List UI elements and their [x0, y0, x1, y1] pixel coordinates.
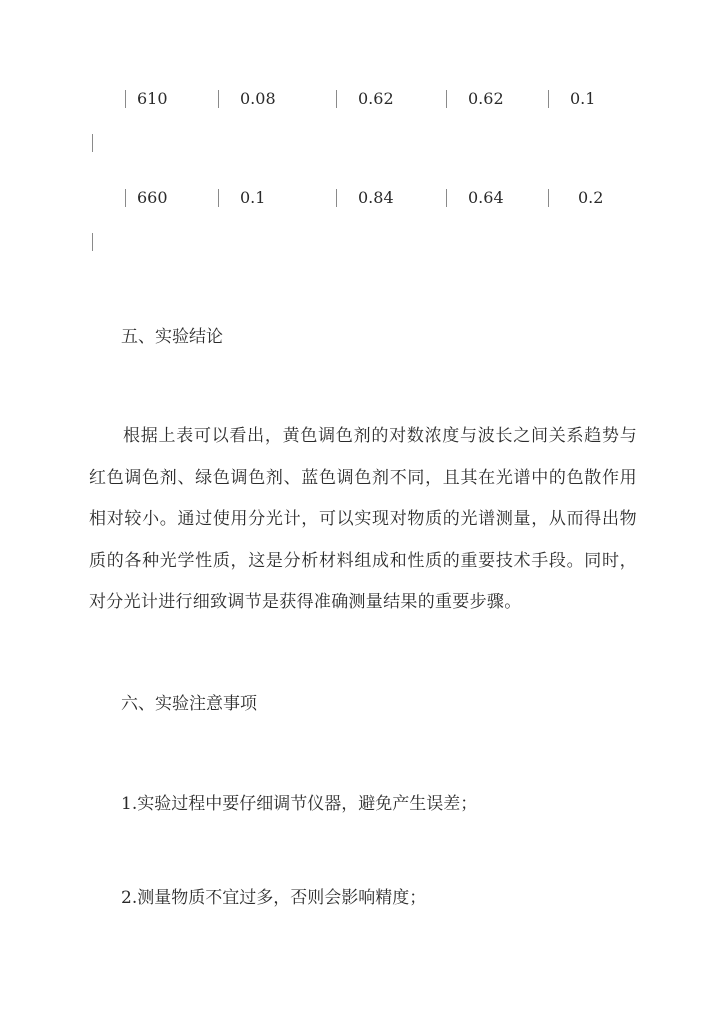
table-cell: 0.62 — [468, 89, 504, 108]
table-row — [0, 87, 720, 111]
table-row-end-separator — [92, 233, 93, 251]
table-cell: 0.1 — [240, 188, 266, 207]
table-row — [0, 186, 720, 210]
table-separator — [125, 189, 126, 207]
section-heading: 五、实验结论 — [121, 327, 223, 347]
conclusion-paragraph: 根据上表可以看出，黄色调色剂的对数浓度与波长之间关系趋势与红色调色剂、绿色调色剂、蓝色调色剂不同，且其在光谱中的色散作用相对较小。通过使用分光计，可以实现对物质的光谱测量，从而得出物质的各种光学性质，这是分析材料组成和性质的重要技术手段。同时，对分光计进行细致调节是获得准确测量结果的重要步骤。 — [89, 426, 637, 612]
table-separator — [446, 189, 447, 207]
table-cell: 0.84 — [358, 188, 394, 207]
section-heading: 六、实验注意事项 — [121, 694, 257, 714]
table-separator — [125, 90, 126, 108]
table-separator — [548, 90, 549, 108]
table-cell: 0.62 — [358, 89, 394, 108]
table-row-end-separator — [92, 134, 93, 152]
table-separator — [218, 90, 219, 108]
table-cell: 660 — [137, 188, 168, 207]
table-cell: 0.1 — [570, 89, 596, 108]
table-cell: 610 — [137, 89, 168, 108]
table-separator — [548, 189, 549, 207]
table-cell: 0.2 — [578, 188, 604, 207]
table-cell: 0.64 — [468, 188, 504, 207]
table-separator — [218, 189, 219, 207]
list-item: 1.实验过程中要仔细调节仪器，避免产生误差； — [121, 794, 478, 814]
table-separator — [446, 90, 447, 108]
table-separator — [336, 90, 337, 108]
table-cell: 0.08 — [240, 89, 276, 108]
list-item: 2.测量物质不宜过多，否则会影响精度； — [121, 888, 427, 908]
table-separator — [336, 189, 337, 207]
